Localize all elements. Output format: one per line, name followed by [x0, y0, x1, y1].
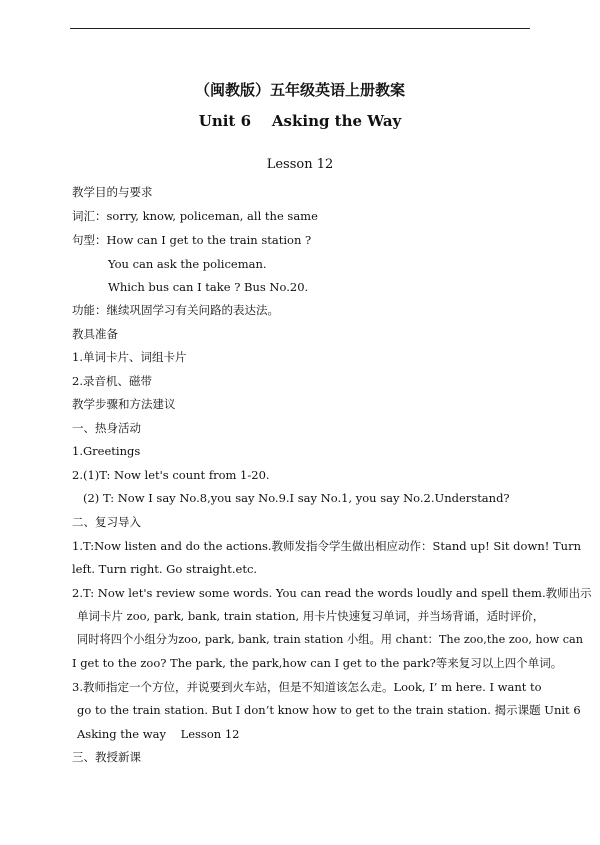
- materials-item: 1.单词卡片、词组卡片: [72, 350, 187, 364]
- section-heading-steps: 教学步骤和方法建议: [72, 397, 176, 411]
- unit-heading: Unit 6 Asking the Way: [198, 112, 402, 130]
- review-paragraph-line: Asking the way Lesson 12: [77, 727, 240, 741]
- warmup-item: (2) T: Now I say No.8,you say No.9.I say No.1, you say No.2.Understand?: [83, 491, 510, 505]
- review-paragraph-line: left. Turn right. Go straight.etc.: [72, 562, 258, 576]
- document-title: （闽教版）五年级英语上册教案: [194, 81, 405, 99]
- header-rule: [70, 28, 530, 29]
- review-paragraph-line: 1.T:Now listen and do the actions.教师发指令学生做出相应动作：Stand up! Sit down! Turn: [72, 539, 581, 553]
- sentence-pattern-line: 句型：How can I get to the train station ?: [72, 233, 312, 247]
- review-paragraph-line: 单词卡片 zoo, park, bank, train station, 用卡片快速复习单词，并当场背诵，适时评价，: [77, 609, 545, 623]
- lesson-heading: Lesson 12: [266, 157, 334, 172]
- review-paragraph-line: 同时将四个小组分为zoo, park, bank, train station 小组。用 chant：The zoo,the zoo, how can: [77, 633, 583, 646]
- section-heading-review: 二、复习导入: [72, 515, 141, 529]
- vocabulary-line: 词汇：sorry, know, policeman, all the same: [72, 209, 318, 223]
- section-heading-materials: 教具准备: [72, 327, 118, 341]
- function-line: 功能：继续巩固学习有关问路的表达法。: [72, 303, 279, 317]
- sentence-pattern-line: Which bus can I take ? Bus No.20.: [108, 280, 309, 294]
- sentence-pattern-line: You can ask the policeman.: [108, 257, 267, 271]
- review-paragraph-line: 3.教师指定一个方位，并说要到火车站，但是不知道该怎么走。Look, I’ m here. I want to: [72, 680, 542, 694]
- section-heading-objectives: 教学目的与要求: [72, 185, 153, 199]
- review-paragraph-line: go to the train station. But I don’t know how to get to the train station. 揭示课题 Unit 6: [77, 703, 581, 717]
- materials-item: 2.录音机、磁带: [72, 374, 152, 388]
- warmup-item: 2.(1)T: Now let's count from 1-20.: [72, 468, 270, 482]
- review-paragraph-line: 2.T: Now let's review some words. You can read the words loudly and spell them.教师出示: [72, 586, 592, 600]
- warmup-item: 1.Greetings: [72, 444, 141, 458]
- section-heading-warmup: 一、热身活动: [72, 421, 141, 435]
- section-heading-new-lesson: 三、教授新课: [72, 750, 141, 764]
- review-paragraph-line: I get to the zoo? The park, the park,how can I get to the park?等来复习以上四个单词。: [72, 656, 563, 670]
